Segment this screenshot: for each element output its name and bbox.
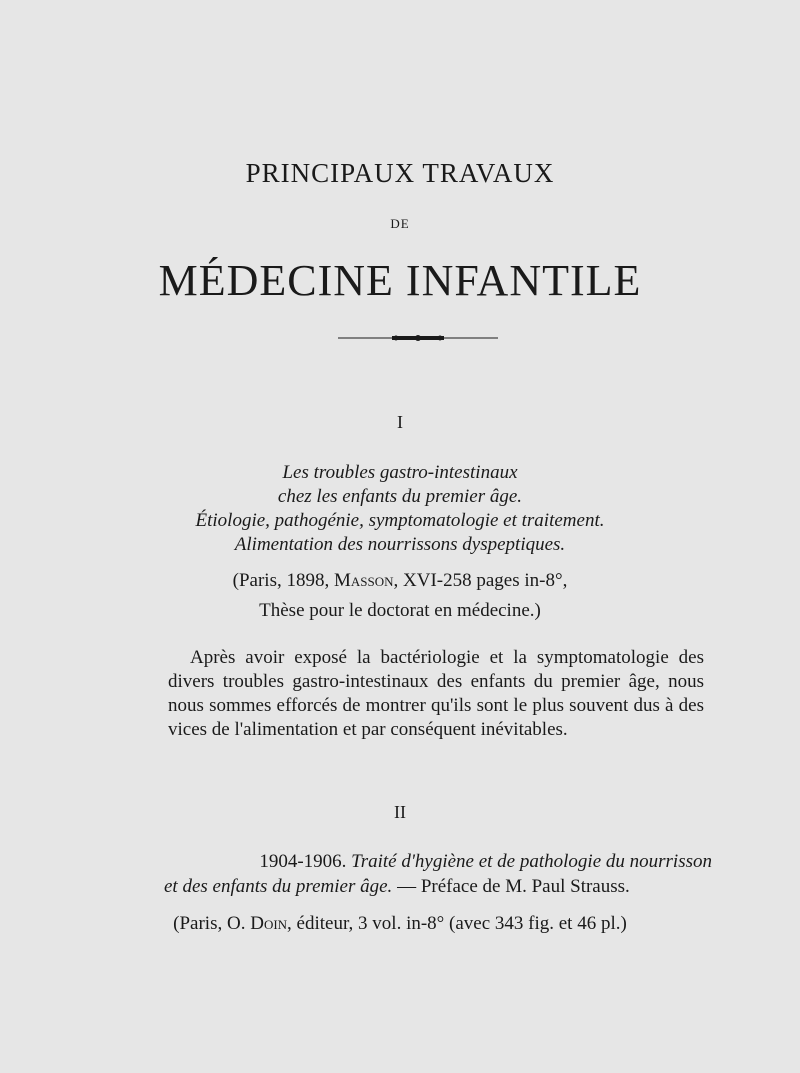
work-title-1 [0,461,800,557]
reference-prefix: (Paris, O. [173,913,251,934]
reference-suffix: , éditeur, 3 vol. in-8° (avec 343 fig. et 46 pl.) [287,913,627,934]
summary-paragraph [168,646,704,742]
page-title-line1: PRINCIPAUX TRAVAUX [245,158,555,188]
reference-suffix: , XVI-258 pages in-8°, [393,570,568,591]
publisher-name: Doin [250,913,288,934]
work-title-1-line: Les troubles gastro-intestinaux [282,462,518,483]
section-numeral-1: I [397,412,403,432]
reference-prefix: (Paris, 1898, [232,570,334,591]
reference-line-1 [0,566,800,596]
work-preface: — Préface de M. Paul Strauss. [392,876,630,897]
work-title-1-line: Étiologie, pathogénie, symptomatologie et traitement. [195,510,605,531]
ornament-divider [338,330,498,346]
work-years: 1904-1906. [259,851,347,872]
page-title-line2: MÉDECINE INFANTILE [158,256,642,305]
work-reference-2 [0,913,800,935]
work-entry-2 [164,849,712,899]
work-title-1-line: chez les enfants du premier âge. [277,486,523,507]
work-title-1-line: Alimentation des nourrissons dyspeptiques. [234,534,566,555]
work-title-2b: et des enfants du premier âge. [164,876,393,897]
work-entry-2-line2 [164,874,712,899]
section-numeral-2: II [394,802,406,822]
work-entry-2-line1 [164,849,712,874]
publisher-name: Masson [333,570,394,591]
reference-line-2: Thèse pour le doctorat en médecine.) [259,600,541,621]
summary-text: Après avoir exposé la bactériologie et la symptomatologie des divers troubles gastro-intestinaux des enfants du premier âge, nous nous sommes efforcés de montrer qu'ils sont le plus souvent dus à des vices de l'alimentation et par conséquent inévitables. [168,647,704,740]
work-reference-1 [0,566,800,626]
work-title-2a: Traité d'hygiène et de pathologie du nourrisson [351,851,712,872]
page-title-connector: DE [390,216,410,231]
